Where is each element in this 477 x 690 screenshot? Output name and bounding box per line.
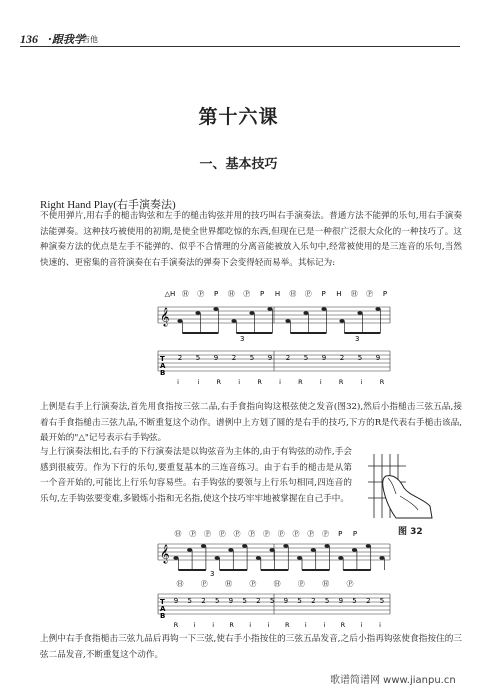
tab-number: 5	[352, 597, 357, 605]
triplet-mark: 3	[210, 570, 215, 578]
page-number: 136	[20, 32, 38, 46]
note-head	[321, 307, 326, 311]
note-head	[270, 548, 275, 552]
note-head	[339, 319, 344, 323]
technique-mark: H	[274, 290, 281, 298]
chapter-title: 第十六课	[198, 106, 279, 128]
subheading: Right Hand Play(右手演奏法)	[40, 199, 176, 211]
paragraph-upward: 上例是右手上行演奏法,首先用食指按三弦二品,右手食指向钩这根弦使之发音(图32),然后小指槌击三弦五品,接着右手食指槌击三弦九品,不断重复这个动作。谱例中上方划了圆的是右手的技巧,下方的R是代表右手槌击该品,最开始的"△"记号表示右手钩弦。	[40, 402, 462, 444]
technique-mark: Ⓗ	[273, 580, 281, 588]
note-head	[379, 556, 384, 560]
technique-mark: Ⓗ	[225, 580, 233, 588]
tab-number: 5	[324, 597, 330, 605]
tab-number: 9	[173, 597, 179, 605]
tab-number: 2	[311, 597, 316, 605]
tab-number: 5	[195, 354, 201, 362]
tab-number: 5	[187, 597, 192, 605]
music-example-2	[150, 528, 400, 632]
technique-mark: Ⓟ	[366, 290, 374, 298]
tech-marks-2-top	[175, 529, 358, 538]
technique-mark: Ⓟ	[292, 530, 300, 538]
technique-mark: Ⓗ	[350, 290, 358, 298]
technique-mark: P	[213, 290, 219, 298]
note-head	[352, 548, 357, 552]
technique-mark: P	[382, 290, 388, 298]
triplet-mark: 3	[355, 335, 360, 343]
finger-mark: i	[360, 621, 363, 629]
paragraph-intro: 不使用弹片,用右手的槌击钩弦和左手的槌击钩弦并用的技巧叫右手演奏法。普通方法不能弹的乐句,用右手演奏法能弹奏。这种技巧被使用的初期,是使全世界都吃惊的东西,但现在已是一种很广泛很大众化的一种技巧了。这种演奏方法的优点是左手不能弹的、似乎不合情理的分离音能被放入乐句中,经常被使用的是三连音的乐句,当然快速的、更密集的音符演奏在右手演奏法的弹奏下会变得轻而易举。其标记为:	[40, 211, 462, 268]
tab-number: 2	[201, 597, 206, 605]
tab-number: 5	[214, 597, 220, 605]
finger-mark: i	[267, 621, 270, 629]
tab-number: 9	[375, 354, 381, 362]
technique-mark: Ⓗ	[322, 580, 330, 588]
footer-watermark: 歌谱简谱网 www.jianpu.cn	[330, 675, 456, 686]
technique-mark: Ⓗ	[227, 290, 235, 298]
note-head	[228, 548, 233, 552]
note-head	[375, 307, 380, 311]
figure-caption: 图 32	[398, 527, 423, 537]
tab-label: T	[160, 598, 165, 606]
tab-label: B	[160, 369, 166, 377]
technique-mark: H	[336, 290, 342, 298]
note-head	[213, 307, 218, 311]
paragraph-downward: 与上行演奏法相比,右手的下行演奏法是以钩弦音为主体的,由于有钩弦的动作,手会感到很疲劳。作为下行的乐句,要重复基本的三连音练习。由于右手的槌击是从第一个音开始的,可能比上行乐句容易些。右手钩弦的要领与上行乐句相同,四连音的乐句,左手钩弦要变难,多锻炼小指和无名指,使这个技巧牢牢地被掌握在自己手中。	[40, 447, 352, 504]
finger-mark: R	[173, 621, 179, 629]
finger-mark: i	[238, 378, 241, 386]
technique-mark: Ⓟ	[322, 530, 329, 538]
finger-mark: i	[304, 621, 307, 629]
note-head	[231, 319, 236, 323]
note-head	[311, 548, 316, 552]
paragraph-closing: 上例中右手食指槌击三弦九品后再钩一下三弦,使右手小指按住的三弦五品发音,之后小指再钩弦使食指按住的三弦二品发音,不断重复这个动作。	[40, 634, 462, 660]
tab-number: 5	[249, 354, 255, 362]
tab-number: 2	[256, 597, 261, 605]
note-head	[325, 544, 330, 548]
technique-mark: Ⓗ	[174, 530, 182, 538]
book-subtitle: 吉他	[82, 35, 98, 44]
tab-number: 2	[366, 597, 371, 605]
tab-number: 9	[267, 354, 273, 362]
note-head	[303, 311, 308, 315]
finger-mark: R	[257, 378, 262, 386]
technique-mark: P	[352, 530, 358, 538]
technique-mark: Ⓟ	[297, 580, 305, 588]
tab-label: A	[160, 362, 166, 370]
technique-mark: Ⓟ	[243, 290, 251, 298]
header-rule	[20, 46, 460, 47]
finger-mark: R	[379, 378, 385, 386]
finger-mark: i	[197, 378, 200, 386]
note-head	[338, 556, 343, 560]
treble-clef-icon: 𝄞	[160, 544, 170, 563]
tab-label: T	[160, 355, 165, 363]
book-title: ·跟我学	[48, 33, 85, 46]
tab-number: 9	[213, 354, 219, 362]
section-title: 一、基本技巧	[199, 157, 278, 172]
tab-number: 5	[242, 597, 247, 605]
technique-mark: Ⓟ	[277, 530, 285, 538]
technique-mark: Ⓟ	[263, 530, 270, 538]
tab-number: 5	[297, 597, 302, 605]
note-head	[249, 311, 254, 315]
finger-mark: R	[216, 378, 222, 386]
triplet-mark: 3	[240, 335, 245, 343]
tab-number: 2	[231, 354, 237, 362]
technique-mark: Ⓟ	[189, 530, 197, 538]
finger-mark: i	[323, 621, 326, 629]
technique-mark: Ⓟ	[249, 580, 257, 588]
finger-mark: i	[379, 621, 381, 629]
tab-label: B	[160, 612, 166, 620]
technique-mark: Ⓟ	[233, 530, 241, 538]
note-head	[187, 548, 192, 552]
finger-mark: R	[285, 621, 290, 629]
technique-mark: Ⓗ	[176, 580, 184, 588]
tab-number: 9	[338, 597, 344, 605]
technique-mark: Ⓟ	[346, 580, 354, 588]
tab-number: 9	[228, 597, 234, 605]
tab-number: 5	[357, 354, 363, 362]
finger-mark: i	[279, 378, 281, 386]
note-head	[215, 556, 220, 560]
tab-number: 2	[177, 354, 183, 362]
technique-mark: P	[259, 290, 265, 298]
note-head	[173, 556, 178, 560]
note-head	[177, 319, 182, 323]
tab-number: 2	[285, 354, 291, 362]
finger-mark: i	[249, 621, 252, 629]
finger-mark: R	[340, 621, 346, 629]
note-head	[285, 319, 290, 323]
tech-marks-2-mid	[177, 579, 354, 588]
note-head	[267, 307, 272, 311]
finger-mark: i	[319, 378, 322, 386]
finger-marks-2	[174, 621, 381, 629]
finger-mark: i	[193, 621, 196, 629]
technique-mark: Ⓟ	[304, 290, 312, 298]
tab-number: 9	[321, 354, 327, 362]
technique-mark: P	[338, 530, 343, 538]
tab-staff-1	[158, 351, 390, 371]
note-head	[242, 544, 247, 548]
tab-number: 5	[269, 597, 275, 605]
technique-mark: Ⓟ	[218, 530, 226, 538]
technique-mark: Ⓟ	[204, 530, 211, 538]
treble-clef-icon: 𝄞	[160, 307, 170, 326]
tech-marks-1	[165, 289, 387, 298]
technique-mark: △H	[164, 290, 176, 298]
tab-number: 5	[303, 354, 309, 362]
technique-mark: Ⓗ	[181, 290, 189, 298]
technique-mark: Ⓟ	[248, 530, 256, 538]
note-head	[283, 544, 288, 548]
tab-number: 5	[379, 597, 385, 605]
finger-mark: R	[338, 378, 344, 386]
finger-mark: R	[229, 621, 234, 629]
technique-mark: P	[321, 290, 326, 298]
note-head	[366, 544, 371, 548]
note-head	[256, 556, 261, 560]
finger-marks-1	[177, 378, 385, 386]
finger-mark: i	[360, 378, 363, 386]
note-head	[357, 311, 362, 315]
tab-number: 2	[339, 354, 345, 362]
staff-2	[158, 544, 390, 560]
note-head	[195, 311, 200, 315]
hand-tapping-illustration	[366, 452, 436, 520]
music-example-1	[150, 285, 400, 387]
technique-mark: Ⓟ	[200, 580, 208, 588]
technique-mark: Ⓟ	[307, 530, 315, 538]
staff-1	[158, 307, 390, 323]
note-head	[201, 544, 206, 548]
tab-number: 9	[283, 597, 289, 605]
finger-mark: i	[212, 621, 215, 629]
technique-mark: Ⓗ	[289, 290, 297, 298]
tab-label: A	[160, 605, 166, 613]
finger-mark: i	[177, 378, 179, 386]
technique-mark: Ⓟ	[197, 290, 205, 298]
note-head	[297, 556, 302, 560]
finger-mark: R	[298, 378, 303, 386]
